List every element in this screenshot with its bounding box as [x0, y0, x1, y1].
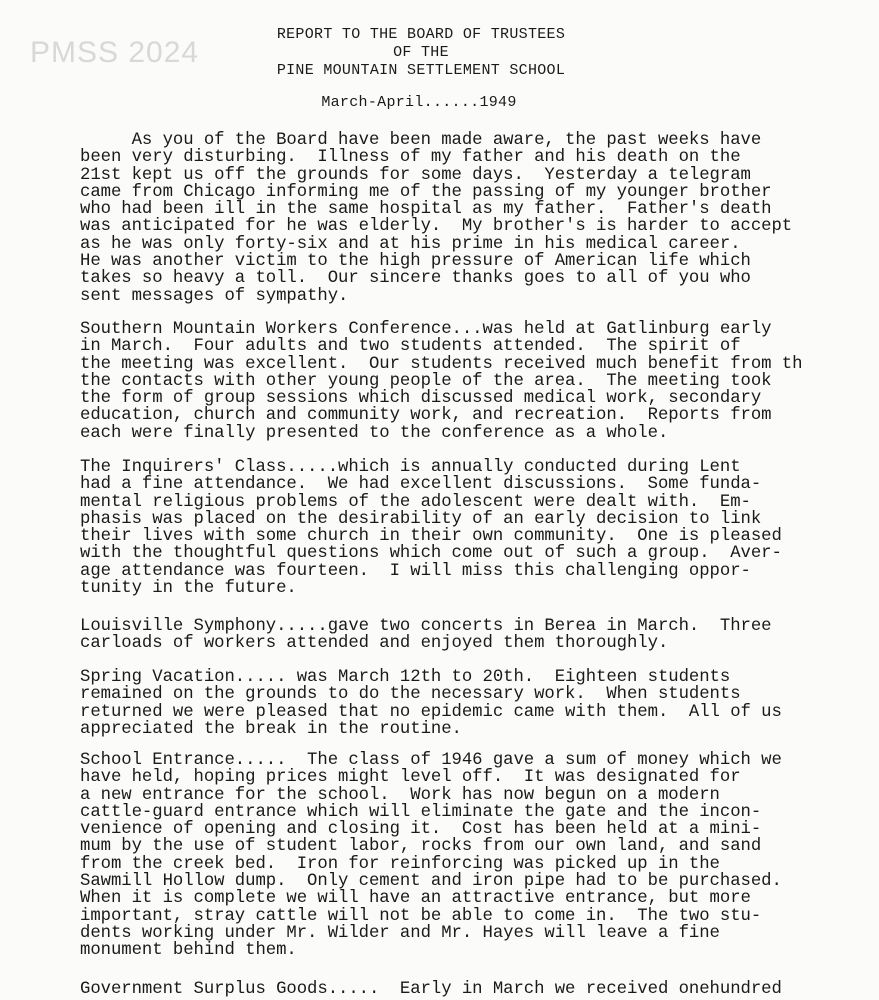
text-line: Spring Vacation..... was March 12th to 20th. Eighteen students [80, 668, 731, 687]
paragraph-louisville-symphony [80, 618, 771, 653]
paragraph-surplus-goods [80, 981, 782, 998]
report-date: March-April......1949 [321, 94, 517, 111]
paragraph-inquirers-class [80, 459, 782, 597]
text-line: dents working under Mr. Wilder and Mr. Hayes will leave a fine [80, 923, 720, 943]
text-line: tunity in the future. [80, 579, 297, 599]
text-line: appreciated the break in the routine. [80, 719, 462, 739]
paragraph-spring-vacation [80, 669, 782, 738]
text-line: been very disturbing. Illness of my father and his death on the [80, 148, 741, 168]
text-line: with the thoughtful questions which come out of such a group. Aver- [80, 544, 782, 564]
text-line: important, stray cattle will not be able to come in. The two stu- [80, 906, 762, 926]
text-line: The Inquirers' Class.....which is annually conducted during Lent [80, 458, 741, 477]
text-line: mum by the use of student labor, rocks from our own land, and sand [80, 837, 762, 857]
text-line: the meeting was excellent. Our students received much benefit from th [80, 354, 803, 374]
text-line: 21st kept us off the grounds for some days. Yesterday a telegram [80, 165, 751, 185]
text-line: As you of the Board have been made aware, the past weeks have [80, 131, 762, 150]
text-line: age attendance was fourteen. I will miss this challenging oppor- [80, 561, 751, 581]
text-line: the contacts with other young people of the area. The meeting took [80, 371, 772, 391]
text-line: the form of group sessions which discussed medical work, secondary [80, 389, 762, 409]
text-line: each were finally presented to the conference as a whole. [80, 423, 669, 443]
text-line: their lives with some church in their own community. One is pleased [80, 527, 782, 547]
text-line: cattle-guard entrance which will eliminate the gate and the incon- [80, 802, 762, 822]
text-line: Southern Mountain Workers Conference...was held at Gatlinburg early [80, 320, 772, 339]
report-title-line-2: OF THE [393, 44, 449, 61]
paragraph-school-entrance [80, 752, 782, 960]
text-line: came from Chicago informing me of the passing of my younger brother [80, 182, 772, 202]
text-line: venience of opening and closing it. Cost has been held at a mini- [80, 820, 762, 840]
text-line: education, church and community work, and recreation. Reports from [80, 406, 772, 426]
text-line: monument behind them. [80, 941, 297, 961]
text-line: remained on the grounds to do the necessary work. When students [80, 685, 741, 705]
text-line: from the creek bed. Iron for reinforcing was picked up in the [80, 854, 720, 874]
text-line: was anticipated for he was elderly. My brother's is harder to accept [80, 217, 793, 237]
report-title-line-3: PINE MOUNTAIN SETTLEMENT SCHOOL [276, 62, 566, 79]
paragraph-intro [80, 132, 792, 305]
text-line: in March. Four adults and two students attended. The spirit of [80, 337, 741, 357]
report-title-line-1: REPORT TO THE BOARD OF TRUSTEES [276, 26, 566, 43]
text-line: phasis was placed on the desirability of an early decision to link [80, 509, 762, 529]
text-line: He was another victim to the high pressure of American life which [80, 252, 751, 272]
text-line: a new entrance for the school. Work has now begun on a modern [80, 785, 720, 805]
text-line: School Entrance..... The class of 1946 gave a sum of money which we [80, 751, 782, 770]
watermark: PMSS 2024 [30, 36, 200, 69]
text-line: had a fine attendance. We had excellent discussions. Some funda- [80, 475, 762, 495]
text-line: Sawmill Hollow dump. Only cement and iron pipe had to be purchased. [80, 872, 782, 892]
text-line: sent messages of sympathy. [80, 286, 349, 306]
text-line: Government Surplus Goods..... Early in March we received onehundred [80, 980, 782, 999]
paragraph-workers-conference [80, 321, 802, 442]
text-line: returned we were pleased that no epidemic came with them. All of us [80, 702, 782, 722]
text-line: When it is complete we will have an attractive entrance, but more [80, 889, 751, 909]
text-line: who had been ill in the same hospital as my father. Father's death [80, 200, 772, 220]
text-line: Louisville Symphony.....gave two concerts in Berea in March. Three [80, 617, 772, 636]
text-line: carloads of workers attended and enjoyed them thoroughly. [80, 634, 669, 654]
text-line: mental religious problems of the adolescent were dealt with. Em- [80, 492, 751, 512]
text-line: as he was only forty-six and at his prime in his medical career. [80, 234, 741, 254]
text-line: takes so heavy a toll. Our sincere thanks goes to all of you who [80, 269, 751, 289]
text-line: have held, hoping prices might level off. It was designated for [80, 768, 741, 788]
